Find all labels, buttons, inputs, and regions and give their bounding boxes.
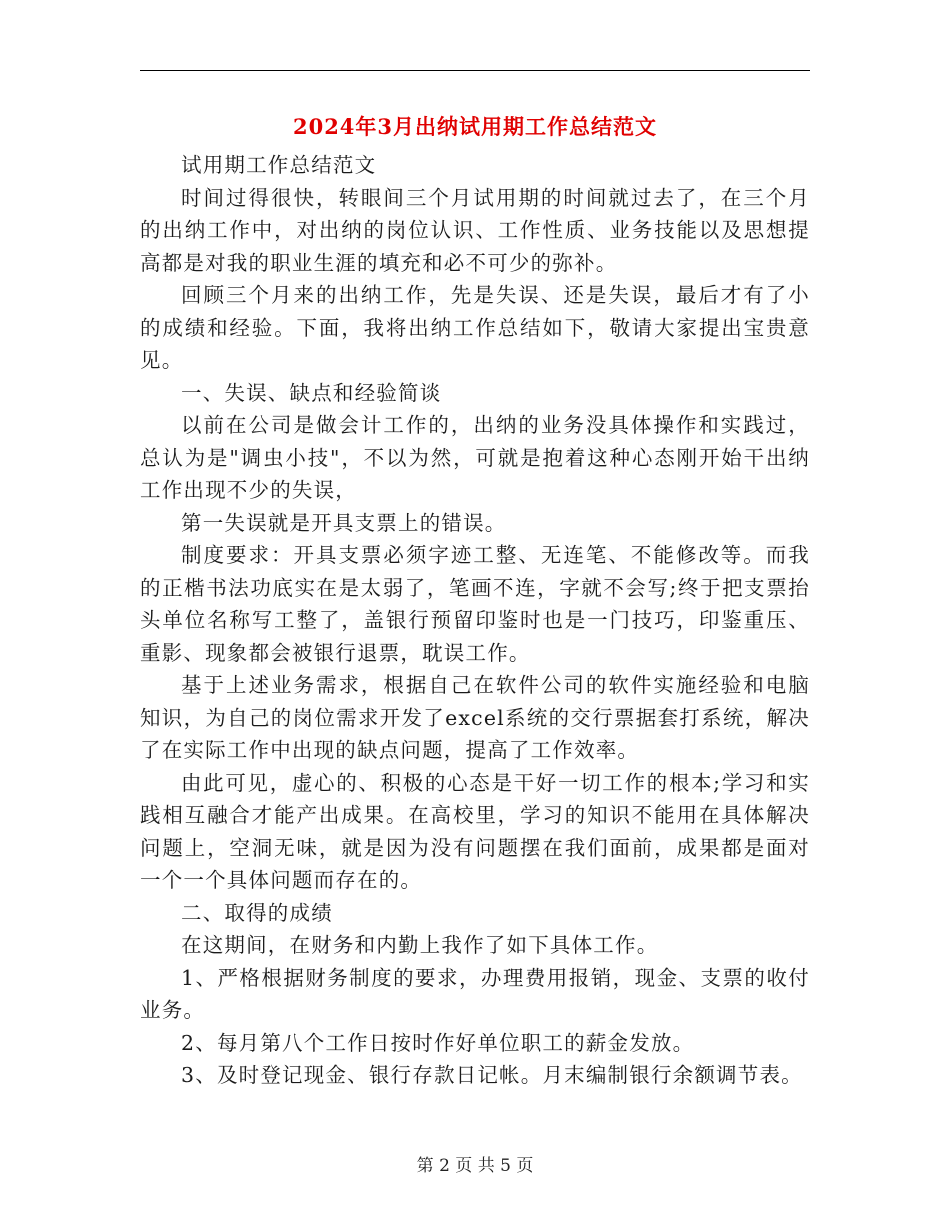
body-paragraph: 时间过得很快，转眼间三个月试用期的时间就过去了，在三个月的出纳工作中，对出纳的岗位认识、工作性质、业务技能以及思想提高都是对我的职业生涯的填充和必不可少的弥补。 [140, 185, 810, 275]
list-item: 1、严格根据财务制度的要求，办理费用报销，现金、支票的收付业务。 [140, 965, 810, 1022]
list-item: 2、每月第八个工作日按时作好单位职工的薪金发放。 [181, 1030, 695, 1055]
body-paragraph: 制度要求：开具支票必须字迹工整、无连笔、不能修改等。而我的正楷书法功底实在是太弱了，笔画不连，字就不会写;终于把支票抬头单位名称写工整了，盖银行预留印鉴时也是一门技巧，印鉴重压、重影、现象都会被银行退票，耽误工作。 [140, 543, 810, 665]
document-body [140, 149, 810, 1092]
body-paragraph: 以前在公司是做会计工作的，出纳的业务没具体操作和实践过，总认为是"调虫小技"，不以为然，可就是抱着这种心态刚开始干出纳工作出现不少的失误， [140, 413, 810, 502]
page-number-footer: 第 2 页 共 5 页 [416, 1156, 534, 1176]
body-paragraph: 基于上述业务需求，根据自己在软件公司的软件实施经验和电脑知识，为自己的岗位需求开发了excel系统的交行票据套打系统，解决了在实际工作中出现的缺点问题，提高了工作效率。 [140, 673, 810, 762]
body-paragraph: 由此可见，虚心的、积极的心态是干好一切工作的根本;学习和实践相互融合才能产出成果。在高校里，学习的知识不能用在具体解决问题上，空洞无味，就是因为没有问题摆在我们面前，成果都是面对一个一个具体问题而存在的。 [140, 770, 810, 892]
section-heading: 一、失误、缺点和经验简谈 [181, 380, 442, 405]
list-item: 3、及时登记现金、银行存款日记帐。月末编制银行余额调节表。 [181, 1063, 803, 1087]
body-paragraph: 回顾三个月来的出纳工作，先是失误、还是失误，最后才有了小的成绩和经验。下面，我将出纳工作总结如下，敬请大家提出宝贵意见。 [140, 283, 810, 372]
body-paragraph: 第一失误就是开具支票上的错误。 [181, 510, 507, 535]
subtitle-paragraph: 试用期工作总结范文 [181, 153, 377, 177]
document-title: 2024年3月出纳试用期工作总结范文 [292, 114, 658, 139]
body-paragraph: 在这期间，在财务和内勤上我作了如下具体工作。 [181, 933, 659, 957]
section-heading: 二、取得的成绩 [181, 900, 333, 925]
header-rule [140, 70, 810, 71]
